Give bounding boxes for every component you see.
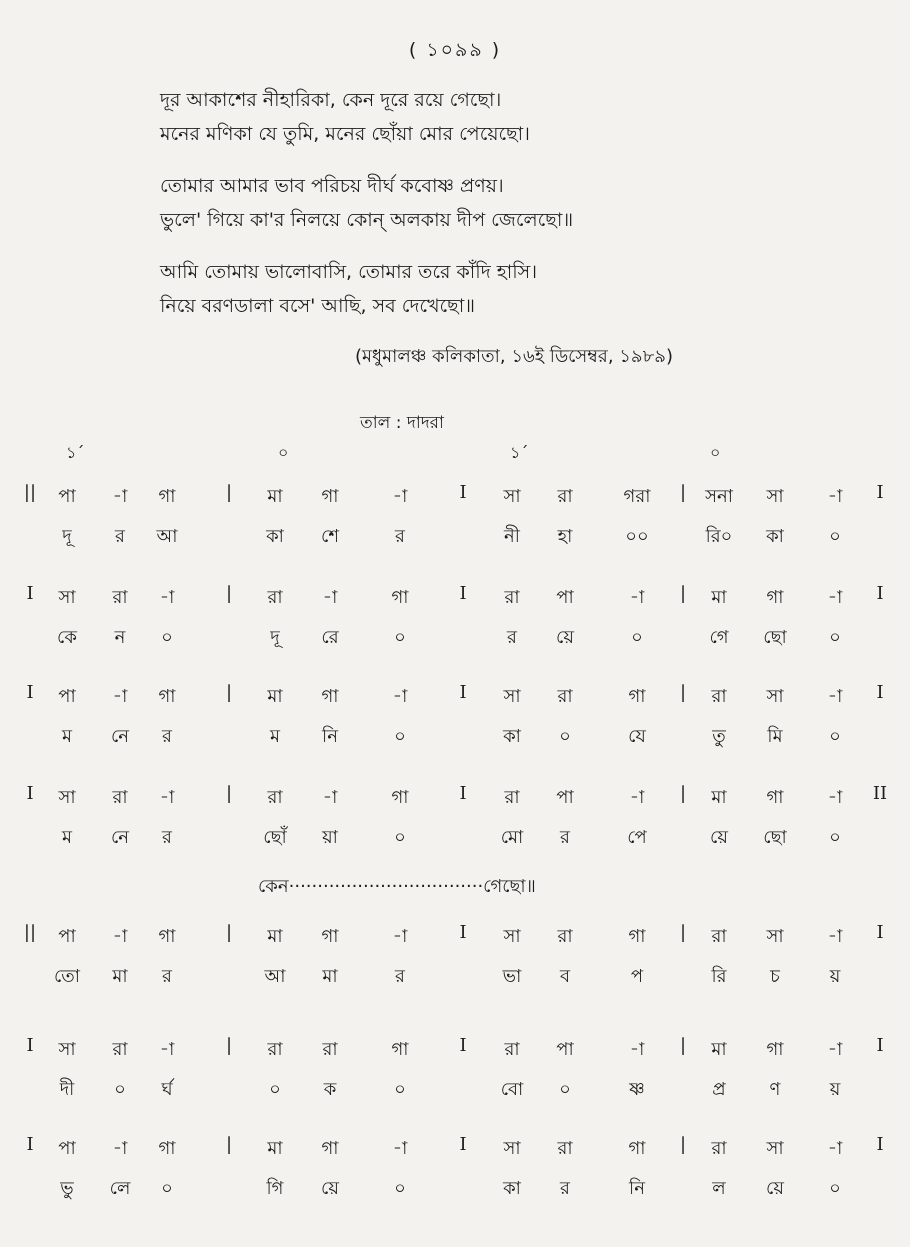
- lyric-syllable: দী: [59, 1079, 75, 1100]
- beat-mark: ১´: [510, 443, 529, 462]
- lyric-syllable: রে: [321, 627, 339, 648]
- notation-note: -া: [112, 486, 128, 507]
- lyric-syllable: র: [395, 526, 405, 547]
- lyric-syllable: র: [395, 966, 405, 987]
- lyric-syllable: কা: [266, 526, 284, 547]
- lyric-syllable: ০: [394, 1178, 406, 1199]
- lyric-syllable: ভা: [502, 966, 522, 987]
- lyric-syllable: র: [560, 827, 570, 848]
- notation-note: -া: [827, 686, 843, 707]
- lyric-syllable: ল: [712, 1178, 726, 1199]
- lyric-syllable: মা: [112, 966, 128, 987]
- notation-note: -া: [827, 787, 843, 808]
- lyric-syllable: গে: [709, 627, 729, 648]
- notation-note: সা: [766, 486, 784, 507]
- notation-note: -া: [827, 926, 843, 947]
- lyric-syllable: ০: [394, 1079, 406, 1100]
- notation-note: রা: [711, 926, 727, 947]
- bar-line: ||: [23, 482, 37, 503]
- lyric-syllable: কা: [503, 1178, 521, 1199]
- notation-note: পা: [58, 686, 76, 707]
- lyric-syllable: ষ্ণ: [629, 1079, 645, 1100]
- notation-note: মা: [267, 926, 283, 947]
- notation-note: গা: [766, 787, 784, 808]
- lyric-syllable: ০: [829, 526, 841, 547]
- bar-line: I: [876, 1035, 884, 1056]
- lyric-syllable: ণ: [769, 1079, 781, 1100]
- lyric-syllable: ন: [114, 627, 126, 648]
- notation-note: -া: [629, 587, 645, 608]
- notation-note: -া: [392, 686, 408, 707]
- lyric-syllable: ভু: [60, 1178, 74, 1199]
- notation-note: গা: [766, 1039, 784, 1060]
- lyric-syllable: দূ: [62, 526, 72, 547]
- lyric-syllable: র: [115, 526, 125, 547]
- notation-note: সনা: [705, 486, 733, 507]
- lyric-syllable: ০০: [625, 526, 649, 547]
- lyric-syllable: নি: [322, 726, 338, 747]
- notation-note: রা: [557, 686, 573, 707]
- lyric-syllable: যে: [628, 726, 646, 747]
- notation-note: রা: [557, 486, 573, 507]
- bar-line: I: [26, 783, 34, 804]
- notation-note: -া: [112, 686, 128, 707]
- notation-note: মা: [711, 587, 727, 608]
- lyric-syllable: কে: [57, 627, 77, 648]
- lyric-syllable: র: [507, 627, 517, 648]
- bar-line: |: [679, 922, 687, 943]
- notation-note: -া: [112, 926, 128, 947]
- refrain-cue: কেন··································গেছো॥: [258, 876, 536, 897]
- lyric-syllable: ০: [161, 627, 173, 648]
- notation-note: গা: [391, 787, 409, 808]
- lyric-syllable: য়া: [322, 827, 338, 848]
- bar-line: |: [679, 783, 687, 804]
- bar-line: I: [459, 1035, 467, 1056]
- bar-line: I: [876, 482, 884, 503]
- bar-line: I: [26, 682, 34, 703]
- notation-note: রা: [557, 1138, 573, 1159]
- notation-note: গা: [158, 486, 176, 507]
- notation-note: সা: [503, 486, 521, 507]
- lyric-syllable: য়ে: [321, 1178, 339, 1199]
- lyric-syllable: মা: [322, 966, 338, 987]
- notation-note: মা: [267, 686, 283, 707]
- lyric-syllable: কা: [503, 726, 521, 747]
- lyric-syllable: ব: [559, 966, 571, 987]
- notation-note: পা: [58, 486, 76, 507]
- notation-note: সা: [766, 686, 784, 707]
- lyric-syllable: প্র: [712, 1079, 726, 1100]
- notation-note: রা: [112, 1039, 128, 1060]
- tala-heading: তাল : দাদরা: [360, 413, 444, 433]
- notation-note: গা: [766, 587, 784, 608]
- lyric-syllable: ০: [559, 726, 571, 747]
- lyric-syllable: তু: [712, 726, 726, 747]
- bar-line: I: [459, 783, 467, 804]
- beat-mark: ০: [278, 443, 289, 462]
- lyric-syllable: ছো: [763, 627, 787, 648]
- lyric-syllable: র: [162, 966, 172, 987]
- notation-note: রা: [711, 686, 727, 707]
- notation-note: রা: [112, 787, 128, 808]
- notation-note: গা: [391, 587, 409, 608]
- beat-mark: ০: [710, 443, 721, 462]
- lyric-syllable: আ: [156, 526, 178, 547]
- notation-note: গা: [628, 686, 646, 707]
- lyric-syllable: ০: [114, 1079, 126, 1100]
- lyric-syllable: দূ: [270, 627, 280, 648]
- notation-note: পা: [58, 926, 76, 947]
- lyric-syllable: বো: [500, 1079, 524, 1100]
- notation-note: -া: [159, 787, 175, 808]
- lyric-syllable: ছো: [763, 827, 787, 848]
- notation-note: সা: [58, 587, 76, 608]
- notation-note: রা: [267, 787, 283, 808]
- lyric-syllable: ০: [161, 1178, 173, 1199]
- lyric-syllable: ০: [559, 1079, 571, 1100]
- notation-note: গা: [628, 926, 646, 947]
- lyric-syllable: পে: [627, 827, 647, 848]
- lyric-syllable: ক: [323, 1079, 337, 1100]
- notation-note: মা: [711, 1039, 727, 1060]
- beat-mark: ১´: [66, 443, 85, 462]
- notation-note: সা: [58, 1039, 76, 1060]
- lyric-line: তোমার আমার ভাব পরিচয় দীর্ঘ কবোষ্ণ প্রণয়।: [160, 175, 504, 197]
- lyric-syllable: য়: [829, 966, 841, 987]
- lyric-syllable: হা: [557, 526, 573, 547]
- lyric-syllable: নি: [629, 1178, 645, 1199]
- bar-line: I: [876, 922, 884, 943]
- page-number: ( ১০৯৯ ): [408, 39, 502, 61]
- lyric-syllable: ০: [829, 1178, 841, 1199]
- notation-note: মা: [267, 486, 283, 507]
- notation-note: রা: [322, 1039, 338, 1060]
- lyric-syllable: ০: [631, 627, 643, 648]
- notation-note: গা: [158, 926, 176, 947]
- notation-note: রা: [557, 926, 573, 947]
- lyric-syllable: ০: [829, 827, 841, 848]
- bar-line: |: [225, 1134, 233, 1155]
- lyric-syllable: ০: [394, 627, 406, 648]
- lyric-syllable: নে: [110, 827, 130, 848]
- notation-note: রা: [267, 1039, 283, 1060]
- bar-line: I: [876, 583, 884, 604]
- bar-line: |: [225, 583, 233, 604]
- notation-note: সা: [503, 926, 521, 947]
- bar-line: I: [459, 922, 467, 943]
- source-citation: (মধুমালঞ্চ কলিকাতা, ১৬ই ডিসেম্বর, ১৯৮৯): [355, 346, 674, 367]
- notation-note: -া: [827, 587, 843, 608]
- lyric-syllable: র্ঘ: [161, 1079, 173, 1100]
- notation-note: গা: [321, 686, 339, 707]
- notation-note: পা: [556, 787, 574, 808]
- notation-note: সা: [58, 787, 76, 808]
- notation-note: সা: [503, 1138, 521, 1159]
- notation-note: গা: [391, 1039, 409, 1060]
- lyric-syllable: য়ে: [766, 1178, 784, 1199]
- notation-note: -া: [322, 787, 338, 808]
- notation-note: মা: [711, 787, 727, 808]
- notation-note: গা: [321, 1138, 339, 1159]
- bar-line: I: [26, 1134, 34, 1155]
- bar-line: |: [679, 1134, 687, 1155]
- notation-note: রা: [504, 787, 520, 808]
- lyric-syllable: মো: [500, 827, 524, 848]
- lyric-syllable: র: [560, 1178, 570, 1199]
- notation-note: রা: [504, 1039, 520, 1060]
- notation-note: -া: [322, 587, 338, 608]
- notation-note: -া: [159, 587, 175, 608]
- lyric-syllable: ০: [269, 1079, 281, 1100]
- bar-line: |: [225, 1035, 233, 1056]
- lyric-syllable: কা: [766, 526, 784, 547]
- notation-note: পা: [58, 1138, 76, 1159]
- notation-note: গা: [321, 926, 339, 947]
- lyric-syllable: য়ে: [556, 627, 574, 648]
- bar-line: I: [26, 583, 34, 604]
- notation-note: পা: [556, 1039, 574, 1060]
- notation-note: রা: [267, 587, 283, 608]
- notation-note: -া: [159, 1039, 175, 1060]
- lyric-syllable: রি: [711, 966, 727, 987]
- lyric-line: দূর আকাশের নীহারিকা, কেন দূরে রয়ে গেছো।: [160, 89, 502, 111]
- lyric-syllable: প: [630, 966, 644, 987]
- bar-line: |: [225, 682, 233, 703]
- lyric-syllable: ০: [394, 726, 406, 747]
- bar-line: |: [679, 583, 687, 604]
- bar-line: |: [225, 482, 233, 503]
- bar-line: I: [459, 583, 467, 604]
- lyric-syllable: লে: [109, 1178, 131, 1199]
- lyric-syllable: য়: [829, 1079, 841, 1100]
- lyric-syllable: ম: [62, 726, 72, 747]
- notation-note: গা: [158, 1138, 176, 1159]
- lyric-syllable: ছোঁ: [263, 827, 287, 848]
- bar-line: |: [679, 482, 687, 503]
- bar-line: I: [459, 482, 467, 503]
- notation-note: -া: [827, 486, 843, 507]
- lyric-line: আমি তোমায় ভালোবাসি, তোমার তরে কাঁদি হাসি।: [160, 261, 538, 283]
- bar-line: |: [225, 783, 233, 804]
- notation-note: গা: [628, 1138, 646, 1159]
- bar-line: I: [26, 1035, 34, 1056]
- lyric-syllable: ম: [270, 726, 280, 747]
- bar-line: I: [876, 682, 884, 703]
- notation-note: সা: [766, 1138, 784, 1159]
- notation-note: -া: [629, 787, 645, 808]
- notation-note: -া: [629, 1039, 645, 1060]
- lyric-syllable: ম: [62, 827, 72, 848]
- lyric-line: নিয়ে বরণডালা বসে' আছি, সব দেখেছো॥: [160, 295, 475, 317]
- notation-note: গরা: [623, 486, 651, 507]
- lyric-syllable: র: [162, 726, 172, 747]
- lyric-line: মনের মণিকা যে তুমি, মনের ছোঁয়া মোর পেয়েছো।: [160, 123, 530, 145]
- lyric-syllable: তো: [53, 966, 81, 987]
- lyric-syllable: চ: [770, 966, 780, 987]
- lyric-syllable: ০: [829, 726, 841, 747]
- lyric-syllable: গি: [266, 1178, 284, 1199]
- notation-note: গা: [321, 486, 339, 507]
- bar-line: II: [872, 783, 888, 804]
- notation-note: রা: [504, 587, 520, 608]
- notation-note: সা: [503, 686, 521, 707]
- lyric-syllable: র: [162, 827, 172, 848]
- bar-line: I: [459, 1134, 467, 1155]
- notation-note: গা: [158, 686, 176, 707]
- lyric-syllable: নে: [110, 726, 130, 747]
- lyric-syllable: ০: [829, 627, 841, 648]
- bar-line: I: [459, 682, 467, 703]
- notation-note: সা: [766, 926, 784, 947]
- lyric-syllable: আ: [264, 966, 286, 987]
- notation-note: মা: [267, 1138, 283, 1159]
- notation-note: -া: [392, 926, 408, 947]
- lyric-syllable: রি০: [705, 526, 733, 547]
- lyric-syllable: নী: [504, 526, 520, 547]
- bar-line: |: [225, 922, 233, 943]
- lyric-line: ভুলে' গিয়ে কা'র নিলয়ে কোন্ অলকায় দীপ জেলেছো॥: [160, 209, 574, 231]
- lyric-syllable: শে: [321, 526, 339, 547]
- notation-note: রা: [711, 1138, 727, 1159]
- lyric-syllable: মি: [767, 726, 783, 747]
- lyric-syllable: ০: [394, 827, 406, 848]
- notation-note: -া: [112, 1138, 128, 1159]
- bar-line: |: [679, 682, 687, 703]
- notation-note: পা: [556, 587, 574, 608]
- notation-note: -া: [392, 486, 408, 507]
- notation-note: -া: [392, 1138, 408, 1159]
- bar-line: I: [876, 1134, 884, 1155]
- notation-note: -া: [827, 1138, 843, 1159]
- notation-note: রা: [112, 587, 128, 608]
- notation-note: -া: [827, 1039, 843, 1060]
- bar-line: |: [679, 1035, 687, 1056]
- bar-line: ||: [23, 922, 37, 943]
- lyric-syllable: য়ে: [710, 827, 728, 848]
